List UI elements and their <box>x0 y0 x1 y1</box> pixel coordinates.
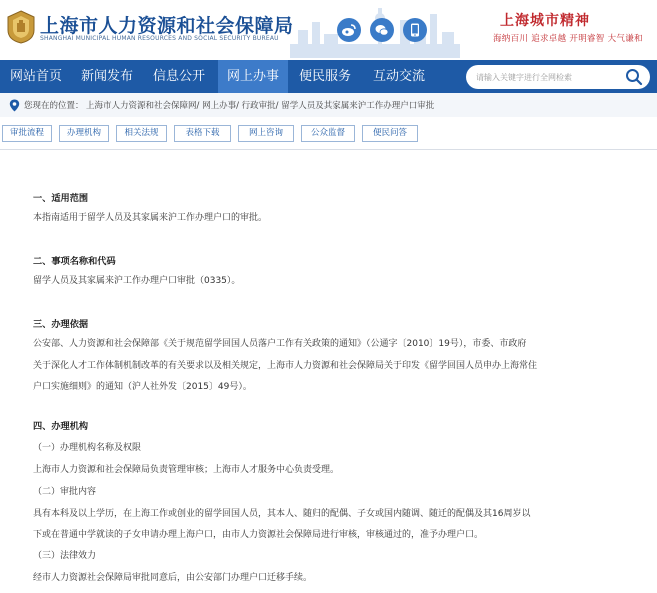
weibo-button[interactable] <box>337 18 361 42</box>
section-text: 留学人员及其家属来沪工作办理户口审批（0335）。 <box>33 276 241 286</box>
section-text: 经市人力资源社会保障局审批同意后，由公安部门办理户口迁移手续。 <box>33 573 313 583</box>
city-spirit-words: 海纳百川 追求卓越 开明睿智 大气谦和 <box>493 34 643 44</box>
city-spirit-title: 上海城市精神 <box>500 13 590 29</box>
breadcrumb-path[interactable]: 上海市人力资源和社会保障网/ 网上办事/ 行政审批/ 留学人员及其家属来沪工作办理户口审批 <box>86 101 435 111</box>
tab-handling-agency[interactable]: 办理机构 <box>59 125 109 142</box>
section-text: 本指南适用于留学人员及其家属来沪工作办理户口的审批。 <box>33 213 268 223</box>
breadcrumb <box>0 93 657 117</box>
subsection-heading: （一）办理机构名称及权限 <box>33 443 142 453</box>
nav-item-interaction[interactable]: 互动交流 <box>372 69 425 84</box>
guide-content <box>0 150 657 593</box>
search-icon[interactable] <box>625 68 643 86</box>
section-text: 关于深化人才工作体制机制改革的有关要求以及相关规定，上海市人力资源和社会保障局关于印发《留学回国人员申办上海常住 <box>33 361 538 371</box>
site-title[interactable]: 上海市人力资源和社会保障局 <box>40 15 294 37</box>
site-header <box>0 0 657 60</box>
tab-online-consult[interactable]: 网上咨询 <box>238 125 294 142</box>
section-text: 上海市人力资源和社会保障局负责管理审核；上海市人才服务中心负责受理。 <box>33 465 340 475</box>
section-heading: 一、适用范围 <box>33 193 89 204</box>
wechat-icon <box>374 22 390 38</box>
section-text: 户口实施细则》的通知（沪人社外发〔2015〕49号）。 <box>33 382 252 392</box>
bureau-emblem-icon[interactable] <box>6 10 36 44</box>
nav-item-online-services[interactable]: 网上办事 <box>218 60 288 93</box>
service-tabs <box>0 118 657 150</box>
subsection-heading: （二）审批内容 <box>33 487 97 497</box>
search-box <box>466 65 650 89</box>
subsection-heading: （三）法律效力 <box>33 551 97 561</box>
tab-approval-process[interactable]: 审批流程 <box>2 125 52 142</box>
tab-faq[interactable]: 便民问答 <box>362 125 418 142</box>
section-text: 公安部、人力资源和社会保障部《关于规范留学回国人员落户工作有关政策的通知》（公通字〔2010〕19号），市委、市政府 <box>33 339 527 349</box>
nav-item-info-disclosure[interactable]: 信息公开 <box>152 69 205 84</box>
tab-public-supervision[interactable]: 公众监督 <box>301 125 355 142</box>
weibo-icon <box>341 22 357 38</box>
search-input[interactable] <box>476 68 616 86</box>
site-subtitle: SHANGHAI MUNICIPAL HUMAN RESOURCES AND SOCIAL SECURITY BUREAU <box>40 35 279 42</box>
mobile-app-button[interactable] <box>403 18 427 42</box>
breadcrumb-label: 您现在的位置： <box>24 101 84 111</box>
section-heading: 四、办理机构 <box>33 421 89 432</box>
nav-item-convenience[interactable]: 便民服务 <box>298 69 351 84</box>
section-text: 下或在普通中学就读的子女申请办理上海户口，由市人力资源社会保障局进行审核，审核通过的，准予办理户口。 <box>33 530 484 540</box>
section-text: 具有本科及以上学历，在上海工作或创业的留学回国人员，其本人、随归的配偶、子女或国内随调、随迁的配偶及其16周岁以 <box>33 509 531 519</box>
nav-item-news[interactable]: 新闻发布 <box>80 69 133 84</box>
tab-form-download[interactable]: 表格下载 <box>174 125 231 142</box>
location-pin-icon <box>9 99 20 112</box>
tab-related-laws[interactable]: 相关法规 <box>116 125 167 142</box>
nav-item-home[interactable]: 网站首页 <box>9 69 62 84</box>
mobile-phone-icon <box>407 22 423 38</box>
wechat-button[interactable] <box>370 18 394 42</box>
section-heading: 三、办理依据 <box>33 319 89 330</box>
section-heading: 二、事项名称和代码 <box>33 256 116 267</box>
